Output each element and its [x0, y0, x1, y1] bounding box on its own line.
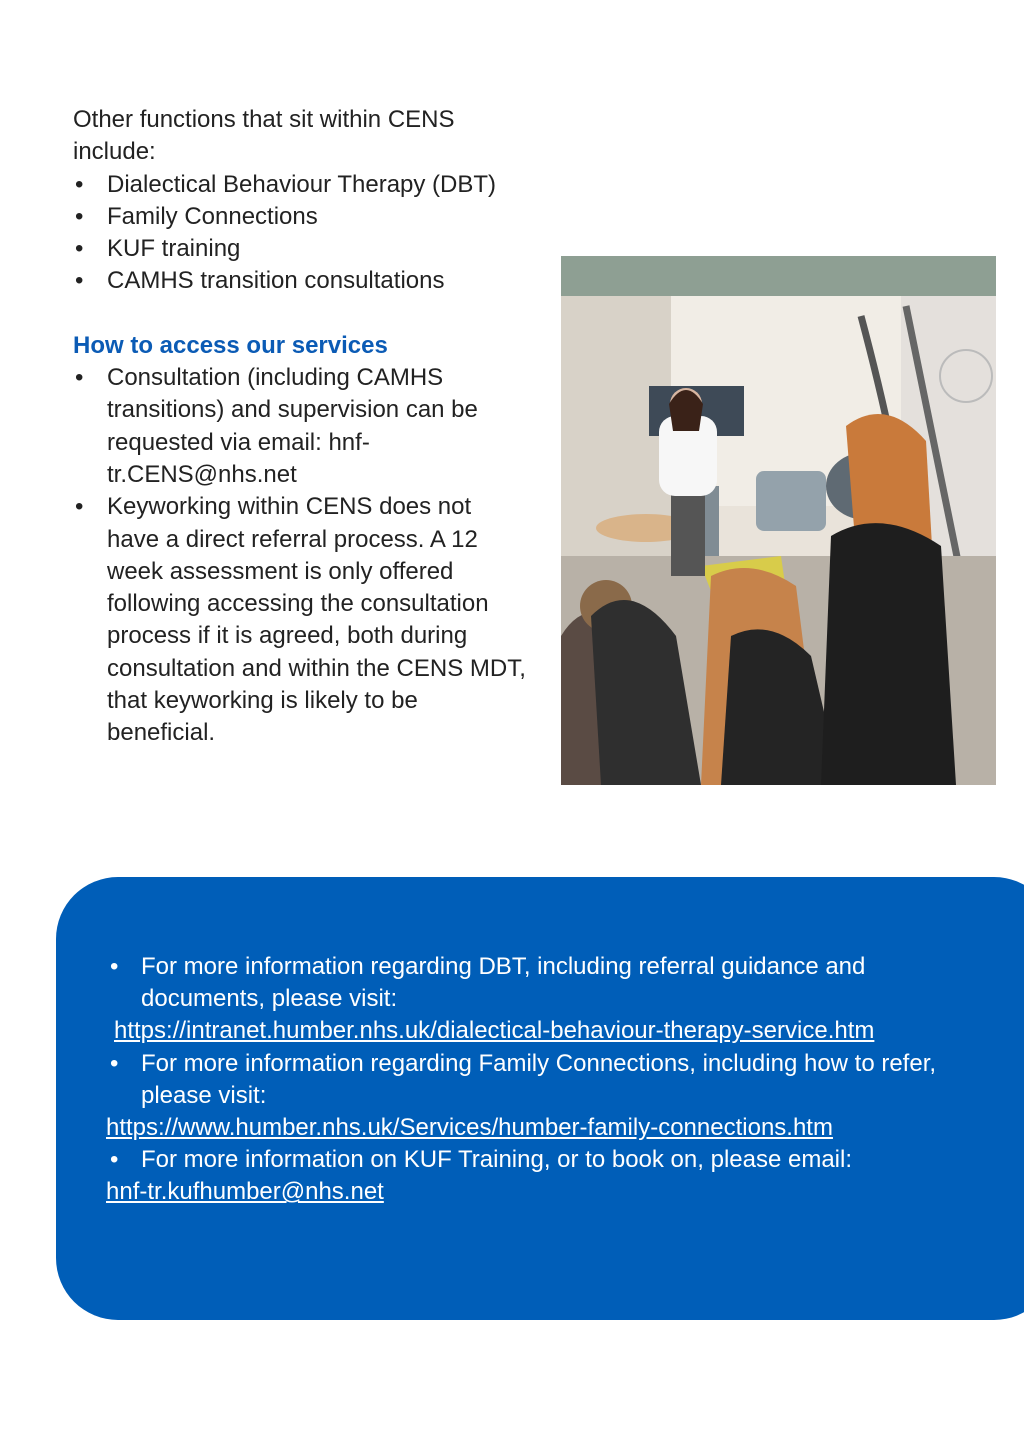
- functions-list: [73, 169, 513, 298]
- list-item: • KUF training: [73, 233, 513, 265]
- left-column: [73, 104, 526, 750]
- family-connections-info-item: • For more information regarding Family Connections, including how to refer, please visit:: [106, 1048, 976, 1112]
- intro-text: Other functions that sit within CENS include:: [73, 106, 455, 166]
- kuf-info-item: • For more information on KUF Training, or to book on, please email:: [106, 1144, 976, 1176]
- dbt-info-item: • For more information regarding DBT, including referral guidance and documents, please visit:: [106, 951, 976, 1015]
- consultation-item: • Consultation (including CAMHS transitions) and supervision can be requested via email: hnf-tr.CENS@nhs.net: [73, 362, 513, 491]
- family-connections-link[interactable]: https://www.humber.nhs.uk/Services/humber-family-connections.htm: [106, 1114, 833, 1142]
- info-content: [106, 951, 976, 1209]
- keyworking-item: • Keyworking within CENS does not have a direct referral process. A 12 week assessment is only offered following accessing the consultation process if it is agreed, both during consultation and within the CENS MDT, that keyworking is likely to be beneficial.: [73, 491, 527, 749]
- access-list: [73, 362, 526, 750]
- photo-session: [561, 256, 996, 785]
- access-heading: How to access our services: [73, 331, 388, 359]
- list-item: • Dialectical Behaviour Therapy (DBT): [73, 169, 513, 201]
- dbt-service-link[interactable]: https://intranet.humber.nhs.uk/dialectical-behaviour-therapy-service.htm: [114, 1017, 875, 1045]
- list-item: • CAMHS transition consultations: [73, 265, 513, 297]
- list-item: • Family Connections: [73, 201, 513, 233]
- info-panel: [56, 877, 1024, 1320]
- kuf-email-link[interactable]: hnf-tr.kufhumber@nhs.net: [106, 1178, 384, 1206]
